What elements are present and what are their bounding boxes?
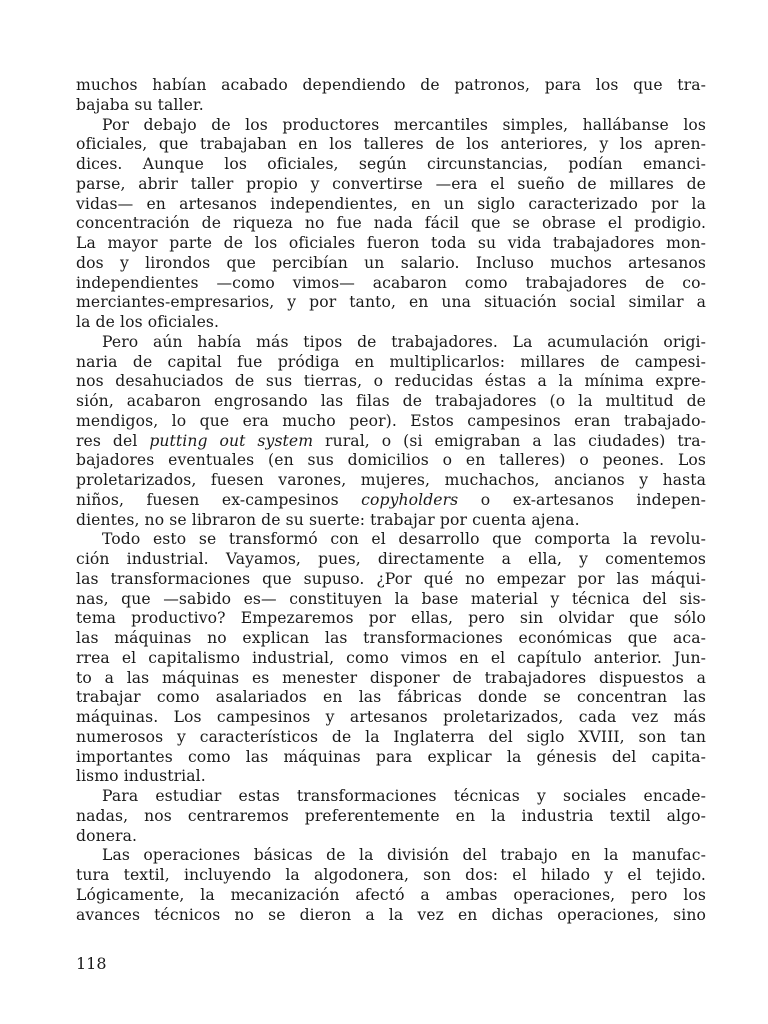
text-line: Para estudiar estas transformaciones técnicas y sociales encade- [102,787,706,805]
text-line: bajaba su taller. [76,95,204,114]
page-number: 118 [76,954,107,973]
text-line [76,491,706,511]
text-line: muchos habían acabado dependiendo de patronos, para los que tra- [76,76,706,94]
text-line: nos desahuciados de sus tierras, o reducidas éstas a la mínima expre- [76,372,706,391]
text-line: la de los oficiales. [76,313,220,331]
text-segment: res del [76,431,150,450]
text-line: La mayor parte de los oficiales fueron toda su vida trabajadores mon- [76,234,706,252]
text-line: avances técnicos no se dieron a la vez en dichas operaciones, sino [76,905,706,924]
text-segment: niños, fuesen ex-campesinos [76,490,362,509]
text-line: Pero aún había más tipos de trabajadores. La acumulación origi- [102,332,706,351]
text-line: trabajar como asalariados en las fábricas donde se concentran las [76,688,706,707]
text-line: ción industrial. Vayamos, pues, directamente a ella, y comentemos [76,550,706,568]
text-line: rrea el capitalismo industrial, como vimos en el capítulo anterior. Jun- [76,648,706,667]
text-line: dientes, no se libraron de su suerte: trabajar por cuenta ajena. [76,510,580,529]
text-line: independientes —como vimos— acabaron como trabajadores de co- [76,273,706,292]
text-line: las máquinas no explican las transformaciones económicas que aca- [76,629,706,647]
text-line: mendigos, lo que era mucho peor). Estos campesinos eran trabajado- [76,411,706,430]
text-line: donera. [76,826,138,845]
body-text [76,76,706,925]
text-line: vidas— en artesanos independientes, en un siglo caracterizado por la [76,194,706,213]
text-segment: o ex-artesanos indepen- [458,490,706,509]
text-line: numerosos y característicos de la Inglaterra del siglo XVIII, son tan [76,727,706,746]
text-line: dos y lirondos que percibían un salario. Incluso muchos artesanos [76,253,706,272]
text-line: dices. Aunque los oficiales, según circunstancias, podían emanci- [76,155,706,173]
text-line: lismo industrial. [76,767,206,786]
text-line: Lógicamente, la mecanización afectó a ambas operaciones, pero los [76,885,706,904]
text-line: máquinas. Los campesinos y artesanos proletarizados, cada vez más [76,708,706,726]
text-segment: rural, o (si emigraban a las ciudades) tra- [313,431,706,450]
text-line: merciantes-empresarios, y por tanto, en una situación social similar a [76,293,706,312]
text-line: proletarizados, fuesen varones, mujeres, muchachos, ancianos y hasta [76,471,706,489]
italic-term: copyholders [361,490,459,509]
text-line: nadas, nos centraremos preferentemente en la industria textil algo- [76,806,706,825]
text-line: parse, abrir taller propio y convertirse —era el sueño de millares de [76,174,706,193]
text-line: sión, acabaron engrosando las filas de trabajadores (o la multitud de [76,392,706,410]
italic-term: putting out system [149,431,314,450]
text-line: nas, que —sabido es— constituyen la base material y técnica del sis- [76,589,706,608]
text-line: to a las máquinas es menester disponer de trabajadores dispuestos a [76,668,706,687]
text-line: oficiales, que trabajaban en los talleres de los anteriores, y los apren- [76,135,706,154]
text-line: concentración de riqueza no fue nada fácil que se obrase el prodigio. [76,214,706,233]
text-line: las transformaciones que supuso. ¿Por qué no empezar por las máqui- [76,569,706,588]
text-line: naria de capital fue pródiga en multiplicarlos: millares de campesi- [76,352,706,371]
text-line [76,432,706,452]
text-line: Todo esto se transformó con el desarrollo que comporta la revolu- [102,530,706,549]
text-line: Las operaciones básicas de la división del trabajo en la manufac- [102,846,706,865]
text-line: Por debajo de los productores mercantiles simples, hallábanse los [102,115,706,134]
text-line: tema productivo? Empezaremos por ellas, pero sin olvidar que sólo [76,609,706,628]
text-line: importantes como las máquinas para explicar la génesis del capita- [76,747,706,766]
text-line: tura textil, incluyendo la algodonera, son dos: el hilado y el tejido. [76,866,706,884]
text-line: bajadores eventuales (en sus domicilios o en talleres) o peones. Los [76,451,706,470]
